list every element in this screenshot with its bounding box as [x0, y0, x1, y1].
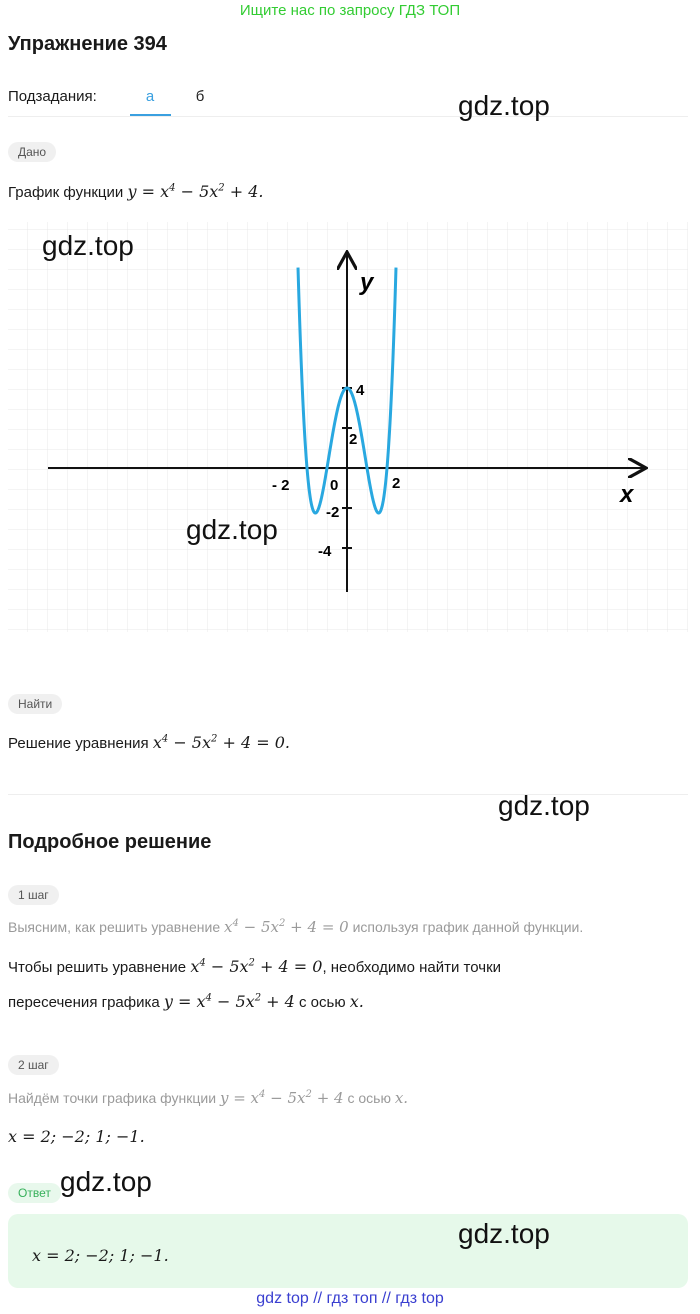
y-axis-label: y — [360, 269, 374, 296]
tick-label-y-4: 4 — [356, 382, 365, 399]
step1-hint-equation: $x^4 - 5x^2 + 4 = 0$ — [224, 918, 349, 936]
step1-equation: $x^4 - 5x^2 + 4 = 0$ — [190, 957, 323, 976]
subtasks-label: Подзадания: — [8, 88, 97, 105]
x-axis-label: x — [620, 481, 634, 508]
step1-line1 — [8, 957, 501, 976]
axis-name: x. — [394, 1089, 409, 1107]
step1-hint — [8, 918, 583, 936]
function-graph — [8, 222, 688, 632]
given-text-prefix: График функции — [8, 184, 124, 201]
tick-label-x-2: 2 — [392, 475, 401, 492]
step1-function: $y = x^4 - 5x^2 + 4$ — [163, 992, 295, 1011]
tick-label-y-2: 2 — [349, 431, 358, 448]
step1-hint-suffix: используя график данной функции. — [352, 919, 584, 935]
step1-line2-prefix: пересечения графика — [8, 994, 160, 1011]
step2-result: x = 2; −2; 1; −1. — [8, 1127, 145, 1146]
step1-pill: 1 шаг — [8, 885, 59, 905]
step2-hint-function: $y = x^4 - 5x^2 + 4$ — [219, 1089, 344, 1107]
tick-label-y-neg4: -4 — [318, 543, 332, 560]
watermark: gdz.top — [60, 1166, 152, 1197]
given-pill: Дано — [8, 142, 56, 162]
step1-line2-suffix: с осью — [299, 994, 346, 1011]
step1-line2 — [8, 992, 364, 1011]
answer-value: x = 2; −2; 1; −1. — [32, 1246, 169, 1265]
tab-subtask-a[interactable]: а — [145, 88, 155, 105]
step1-hint-prefix: Выясним, как решить уравнение — [8, 919, 221, 935]
answer-pill: Ответ — [8, 1183, 61, 1203]
page-title: Упражнение 394 — [8, 33, 167, 55]
step2-hint-suffix: с осью — [347, 1090, 391, 1106]
watermark: gdz.top — [458, 1218, 550, 1249]
tick-label-x-neg2: - 2 — [272, 477, 290, 494]
footer-links[interactable]: gdz top // гдз топ // гдз top — [256, 1290, 444, 1307]
given-text — [8, 182, 264, 201]
step1-line1-prefix: Чтобы решить уравнение — [8, 959, 187, 976]
watermark: gdz.top — [458, 90, 550, 121]
tick-label-origin: 0 — [330, 477, 339, 494]
tab-subtask-b[interactable]: б — [195, 88, 205, 105]
watermark: gdz.top — [498, 790, 590, 821]
step2-hint-prefix: Найдём точки графика функции — [8, 1090, 217, 1106]
function-formula: $y = x^4 - 5x^2 + 4$. — [127, 182, 264, 201]
step1-line1-suffix: , необходимо найти точки — [322, 959, 502, 976]
watermark: gdz.top — [42, 230, 134, 261]
find-text-prefix: Решение уравнения — [8, 735, 149, 752]
find-text — [8, 733, 290, 752]
axis-name: x. — [349, 992, 364, 1011]
step2-hint — [8, 1089, 408, 1107]
equation: $x^4 - 5x^2 + 4 = 0$. — [152, 733, 291, 752]
find-pill: Найти — [8, 694, 62, 714]
divider — [8, 116, 688, 117]
watermark: gdz.top — [186, 514, 278, 545]
step2-pill: 2 шаг — [8, 1055, 59, 1075]
solution-title: Подробное решение — [8, 831, 212, 853]
search-hint-banner: Ищите нас по запросу ГДЗ ТОП — [239, 2, 461, 19]
tick-label-y-neg2: -2 — [326, 504, 340, 521]
